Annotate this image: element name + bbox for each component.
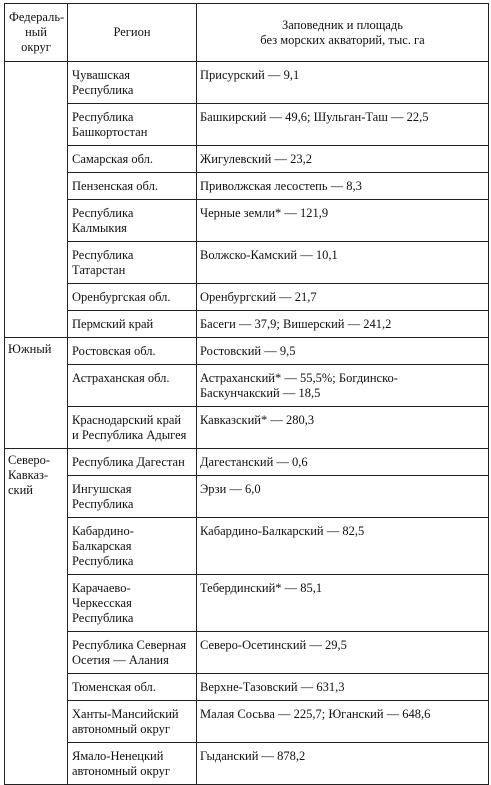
reserve-cell: Приволжская лесостепь — 8,3 <box>197 173 489 200</box>
table-row <box>5 575 489 632</box>
table-row <box>5 284 489 311</box>
region-cell: Республика Северная Осетия — Алания <box>68 632 197 674</box>
reserve-cell: Волжско-Камский — 10,1 <box>197 242 489 284</box>
region-cell: Кабардино- Балкарская Республика <box>68 518 197 575</box>
table-row <box>5 476 489 518</box>
region-cell: Пермский край <box>68 311 197 338</box>
region-cell: Карачаево- Черкесская Республика <box>68 575 197 632</box>
district-cell: Северо- Кавказ- ский <box>5 449 68 785</box>
reserve-cell: Жигулевский — 23,2 <box>197 146 489 173</box>
table-row <box>5 173 489 200</box>
region-cell: Астраханская обл. <box>68 365 197 407</box>
region-cell: Краснодарский край и Республика Адыгея <box>68 407 197 449</box>
reserve-cell: Ростовский — 9,5 <box>197 338 489 365</box>
reserve-cell: Башкирский — 49,6; Шульган-Таш — 22,5 <box>197 104 489 146</box>
table-row <box>5 242 489 284</box>
district-cell <box>5 62 68 338</box>
reserve-cell: Дагестанский — 0,6 <box>197 449 489 476</box>
table-row <box>5 407 489 449</box>
header-region: Регион <box>68 4 197 62</box>
reserve-cell: Верхне-Тазовский — 631,3 <box>197 674 489 701</box>
reserves-table <box>4 3 489 785</box>
table-row <box>5 146 489 173</box>
region-cell: Самарская обл. <box>68 146 197 173</box>
region-cell: Республика Дагестан <box>68 449 197 476</box>
table-row <box>5 311 489 338</box>
reserve-cell: Малая Сосьва — 225,7; Юганский — 648,6 <box>197 701 489 743</box>
header-reserve: Заповедник и площадь без морских акваторий, тыс. га <box>197 4 489 62</box>
region-cell: Ямало-Ненецкий автономный округ <box>68 743 197 785</box>
table-row <box>5 632 489 674</box>
reserve-cell: Эрзи — 6,0 <box>197 476 489 518</box>
table-row <box>5 743 489 785</box>
table-row <box>5 200 489 242</box>
district-cell: Южный <box>5 338 68 449</box>
table-row <box>5 365 489 407</box>
header-district: Федераль- ный округ <box>5 4 68 62</box>
region-cell: Тюменская обл. <box>68 674 197 701</box>
reserve-cell: Тебердинский* — 85,1 <box>197 575 489 632</box>
region-cell: Республика Татарстан <box>68 242 197 284</box>
reserve-cell: Присурский — 9,1 <box>197 62 489 104</box>
table-body <box>5 62 489 785</box>
reserve-cell: Северо-Осетинский — 29,5 <box>197 632 489 674</box>
table-header-row <box>5 4 489 62</box>
region-cell: Ингушская Республика <box>68 476 197 518</box>
region-cell: Республика Калмыкия <box>68 200 197 242</box>
reserve-cell: Басеги — 37,9; Вишерский — 241,2 <box>197 311 489 338</box>
reserve-cell: Кабардино-Балкарский — 82,5 <box>197 518 489 575</box>
reserve-cell: Черные земли* — 121,9 <box>197 200 489 242</box>
reserve-cell: Кавказский* — 280,3 <box>197 407 489 449</box>
table-row <box>5 104 489 146</box>
table-row <box>5 701 489 743</box>
region-cell: Ростовская обл. <box>68 338 197 365</box>
region-cell: Республика Башкортостан <box>68 104 197 146</box>
region-cell: Оренбургская обл. <box>68 284 197 311</box>
table-row <box>5 674 489 701</box>
region-cell: Пензенская обл. <box>68 173 197 200</box>
table-row <box>5 518 489 575</box>
table-row <box>5 62 489 104</box>
table-row <box>5 338 489 365</box>
region-cell: Ханты-Мансийский автономный округ <box>68 701 197 743</box>
reserve-cell: Оренбургский — 21,7 <box>197 284 489 311</box>
reserve-cell: Гыданский — 878,2 <box>197 743 489 785</box>
reserve-cell: Астраханский* — 55,5%; Богдинско- Баскунчакский — 18,5 <box>197 365 489 407</box>
table-row <box>5 449 489 476</box>
region-cell: Чувашская Республика <box>68 62 197 104</box>
